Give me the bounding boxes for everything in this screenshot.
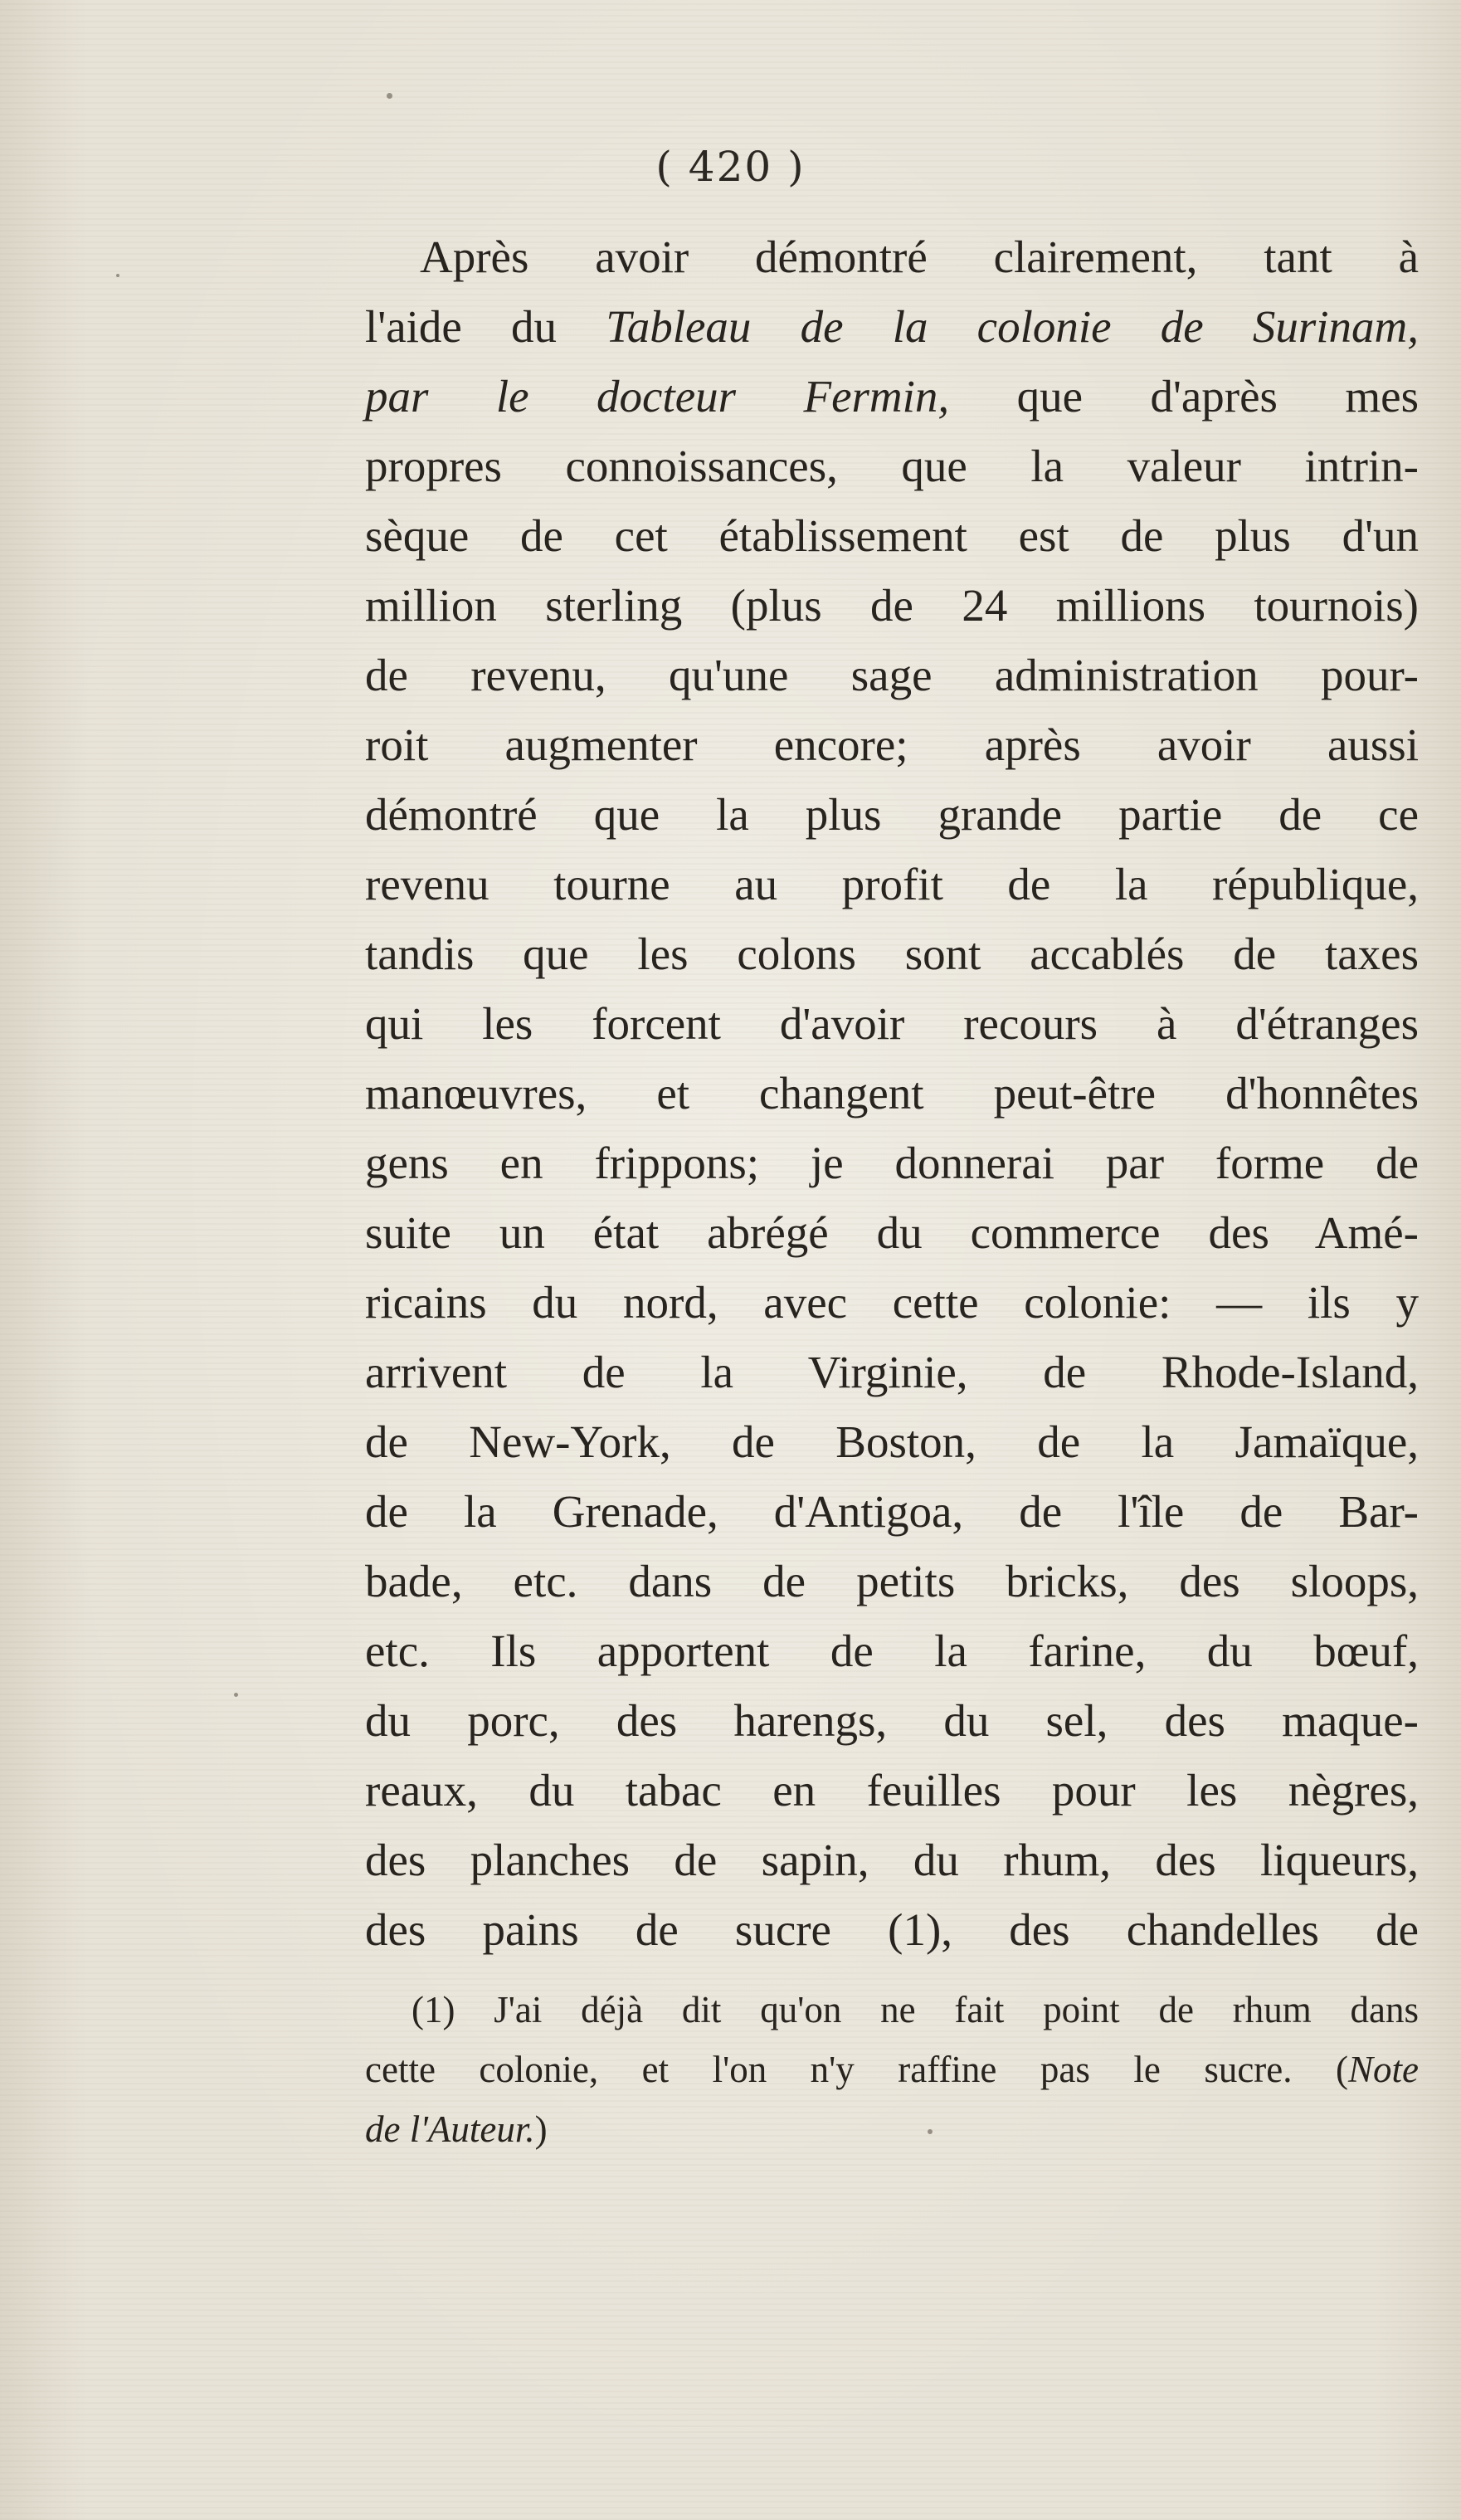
text-line xyxy=(365,1547,1419,1616)
footnote-line xyxy=(365,1980,1419,2040)
footnote-block xyxy=(365,1980,1419,2159)
text-line xyxy=(365,780,1419,850)
text-line xyxy=(365,501,1419,571)
text-run: sèque de cet établissement est de plus d'un xyxy=(365,510,1419,561)
text-line xyxy=(365,1477,1419,1547)
text-line xyxy=(365,1338,1419,1407)
text-run: de revenu, qu'une sage administration pour- xyxy=(365,650,1419,700)
italic-text-run: par le docteur Fermin, xyxy=(365,371,950,422)
text-run: cette colonie, et l'on n'y raffine pas le sucre. ( xyxy=(365,2049,1348,2090)
text-run: que d'après mes xyxy=(949,371,1419,422)
text-line xyxy=(365,1825,1419,1895)
ink-speck xyxy=(116,274,119,277)
text-run: ) xyxy=(534,2108,548,2150)
text-line xyxy=(365,292,1419,362)
italic-text-run: Tableau de la colonie de Surinam, xyxy=(606,301,1420,352)
text-run: million sterling (plus de 24 millions tournois) xyxy=(365,580,1419,631)
text-run: ricains du nord, avec cette colonie: — ils y xyxy=(365,1277,1419,1328)
text-run: revenu tourne au profit de la république, xyxy=(365,859,1419,909)
text-line xyxy=(365,989,1419,1059)
text-line xyxy=(365,710,1419,780)
text-line xyxy=(365,222,1419,292)
text-line xyxy=(365,1198,1419,1268)
text-run: de New-York, de Boston, de la Jamaïque, xyxy=(365,1416,1419,1467)
text-run: suite un état abrégé du commerce des Amé- xyxy=(365,1207,1419,1258)
text-run: l'aide du xyxy=(365,301,606,352)
text-line xyxy=(365,362,1419,431)
text-run: etc. Ils apportent de la farine, du bœuf, xyxy=(365,1626,1419,1676)
text-line xyxy=(365,431,1419,501)
text-run: arrivent de la Virginie, de Rhode-Island, xyxy=(365,1347,1419,1397)
text-run: propres connoissances, que la valeur intrin- xyxy=(365,441,1419,491)
text-run: tandis que les colons sont accablés de taxes xyxy=(365,929,1419,979)
text-run: (1) J'ai déjà dit qu'on ne fait point de rhum dans xyxy=(412,1989,1419,2030)
text-run: de la Grenade, d'Antigoa, de l'île de Bar- xyxy=(365,1486,1419,1537)
text-run: roit augmenter encore; après avoir aussi xyxy=(365,719,1419,770)
text-run: du porc, des harengs, du sel, des maque- xyxy=(365,1695,1419,1746)
text-line xyxy=(365,1059,1419,1128)
text-run: démontré que la plus grande partie de ce xyxy=(365,789,1419,840)
page-number: ( 420 ) xyxy=(655,143,806,191)
ink-speck xyxy=(387,93,392,99)
text-line xyxy=(365,1616,1419,1686)
text-run: manœuvres, et changent peut-être d'honnêtes xyxy=(365,1068,1419,1119)
text-run: qui les forcent d'avoir recours à d'étranges xyxy=(365,998,1419,1049)
text-line xyxy=(365,641,1419,710)
text-run: des planches de sapin, du rhum, des liqueurs, xyxy=(365,1835,1419,1885)
ink-speck xyxy=(234,1693,238,1697)
text-line xyxy=(365,571,1419,641)
italic-text-run: Note xyxy=(1348,2049,1419,2090)
footnote-line xyxy=(365,2099,1419,2159)
text-line xyxy=(365,1756,1419,1825)
text-line xyxy=(365,1686,1419,1756)
ink-speck xyxy=(928,2129,933,2134)
main-text-block xyxy=(365,222,1419,1965)
text-run: des pains de sucre (1), des chandelles de xyxy=(365,1904,1419,1955)
text-run: reaux, du tabac en feuilles pour les nègres, xyxy=(365,1765,1419,1816)
text-line xyxy=(365,919,1419,989)
text-line xyxy=(365,1895,1419,1965)
text-line xyxy=(365,850,1419,919)
text-run: gens en frippons; je donnerai par forme de xyxy=(365,1138,1419,1188)
text-line xyxy=(365,1268,1419,1338)
text-run: bade, etc. dans de petits bricks, des sloops, xyxy=(365,1556,1419,1606)
footnote-line xyxy=(365,2040,1419,2099)
text-line xyxy=(365,1407,1419,1477)
italic-text-run: de l'Auteur. xyxy=(365,2108,535,2150)
text-run: Après avoir démontré clairement, tant à xyxy=(420,232,1419,282)
text-line xyxy=(365,1128,1419,1198)
